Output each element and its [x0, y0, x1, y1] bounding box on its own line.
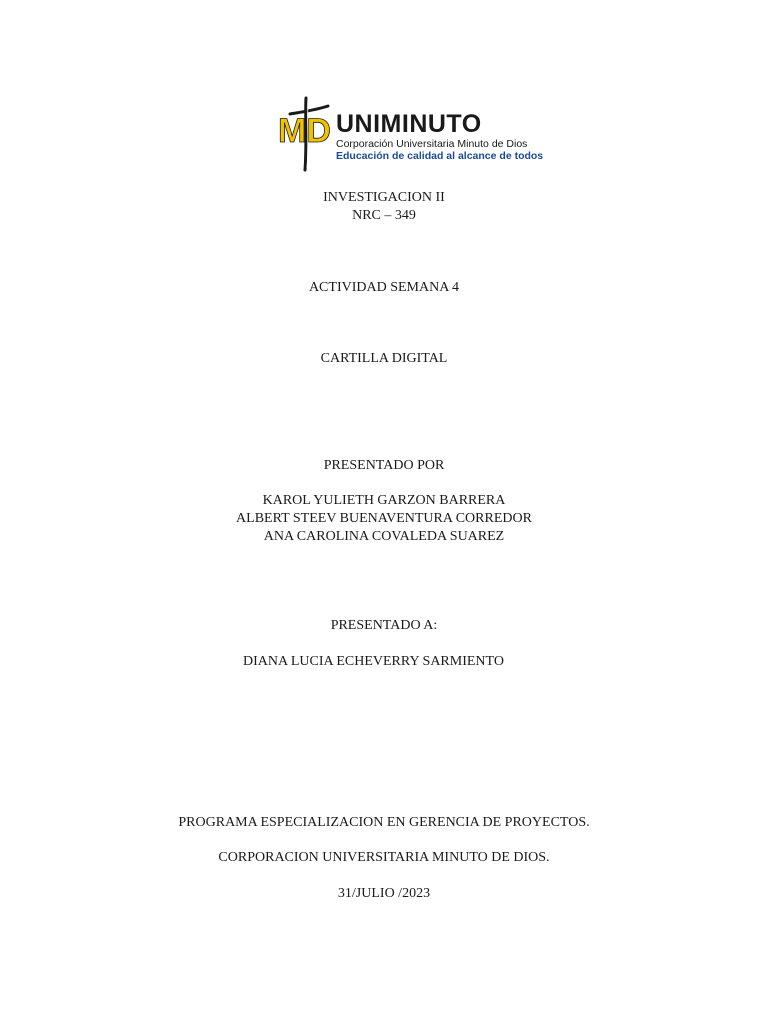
author-name: ALBERT STEEV BUENAVENTURA CORREDOR [236, 511, 532, 526]
logo-slogan: Educación de calidad al alcance de todos [336, 150, 544, 162]
institution-name: CORPORACION UNIVERSITARIA MINUTO DE DIOS. [218, 850, 550, 865]
author-name: KAROL YULIETH GARZON BARRERA [262, 493, 506, 508]
presented-to-label: PRESENTADO A: [330, 618, 438, 633]
logo-subtitle: Corporación Universitaria Minuto de Dios [336, 138, 528, 150]
uniminuto-logo [276, 94, 544, 174]
author-name: ANA CAROLINA COVALEDA SUAREZ [263, 529, 505, 544]
md-cross-emblem-icon [276, 94, 336, 174]
document-title: CARTILLA DIGITAL [320, 351, 448, 366]
activity-title: ACTIVIDAD SEMANA 4 [308, 280, 460, 295]
svg-text:MD: MD [278, 112, 331, 150]
program-name: PROGRAMA ESPECIALIZACION EN GERENCIA DE PROYECTOS. [178, 815, 590, 830]
course-nrc: NRC – 349 [352, 208, 416, 223]
presented-by-label: PRESENTADO POR [323, 458, 445, 473]
course-name: INVESTIGACION II [323, 190, 445, 205]
logo-name: UNIMINUTO [336, 110, 482, 138]
recipient-name: DIANA LUCIA ECHEVERRY SARMIENTO [243, 654, 504, 669]
document-date: 31/JULIO /2023 [337, 886, 431, 901]
